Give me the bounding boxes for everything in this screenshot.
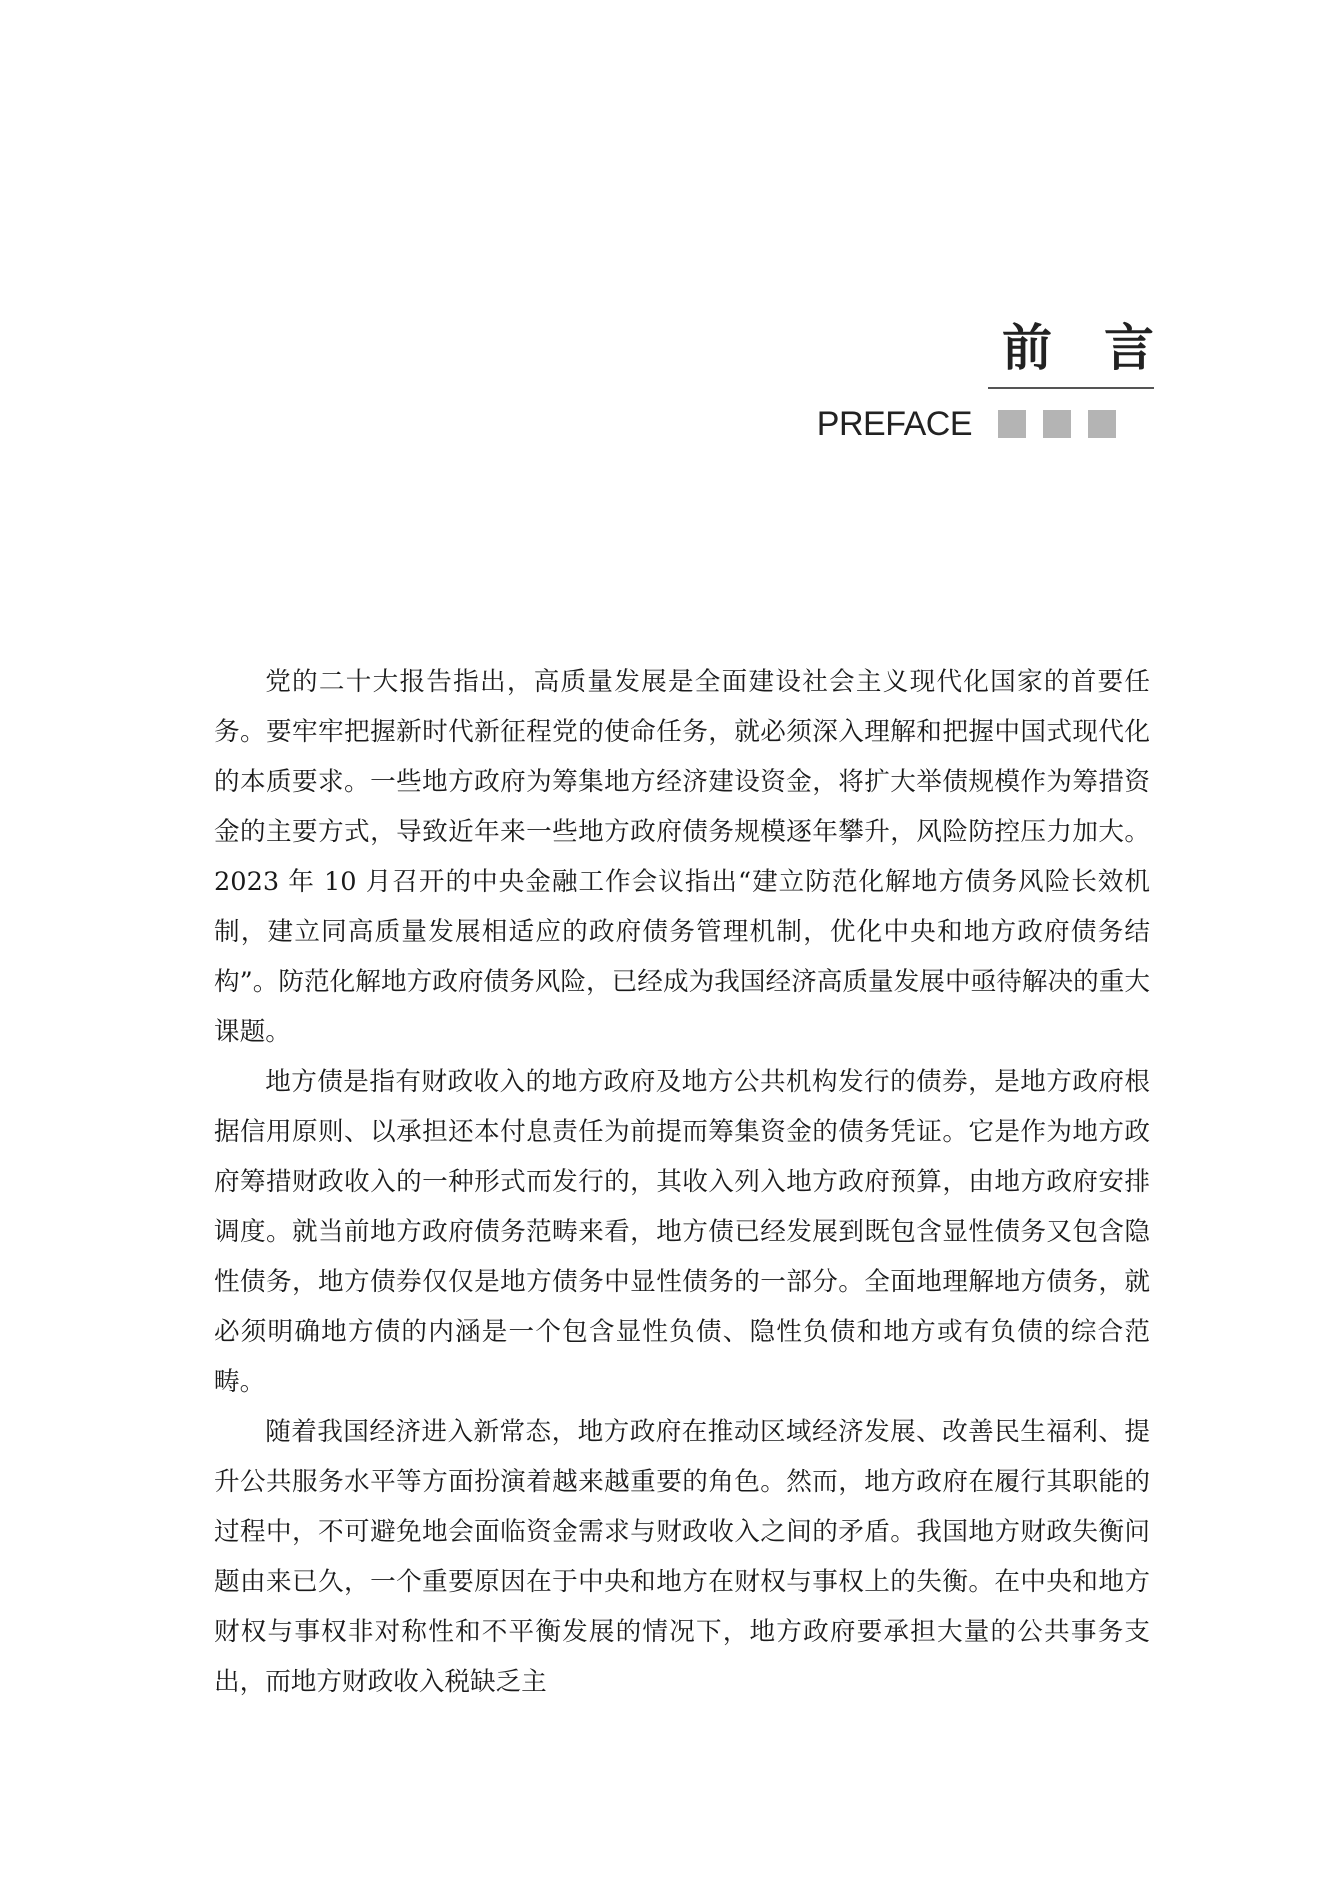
paragraph: 党的二十大报告指出，高质量发展是全面建设社会主义现代化国家的首要任务。要牢牢把握新时代新征程党的使命任务，就必须深入理解和把握中国式现代化的本质要求。一些地方政府为筹集地方经济建设资金，将扩大举债规模作为筹措资金的主要方式，导致近年来一些地方政府债务规模逐年攀升，风险防控压力加大。2023 年 10 月召开的中央金融工作会议指出“建立防范化解地方债务风险长效机制，建立同高质量发展相适应的政府债务管理机制，优化中央和地方政府债务结构”。防范化解地方政府债务风险，已经成为我国经济高质量发展中亟待解决的重大课题。 xyxy=(214,667,1150,1047)
decorative-square-icon xyxy=(998,410,1026,438)
decorative-square-icon xyxy=(1088,410,1116,438)
page-title: 前言 xyxy=(1002,319,1206,377)
paragraph: 随着我国经济进入新常态，地方政府在推动区域经济发展、改善民生福利、提升公共服务水平等方面扮演着越来越重要的角色。然而，地方政府在履行其职能的过程中，不可避免地会面临资金需求与财政收入之间的矛盾。我国地方财政失衡问题由来已久，一个重要原因在于中央和地方在财权与事权上的失衡。在中央和地方财权与事权非对称性和不平衡发展的情况下，地方政府要承担大量的公共事务支出，而地方财政收入税缺乏主 xyxy=(214,1417,1150,1697)
page-subtitle: PREFACE xyxy=(816,405,972,443)
decorative-square-icon xyxy=(1043,410,1071,438)
title-underline xyxy=(988,387,1154,389)
body-text xyxy=(214,657,1150,1707)
subtitle-row xyxy=(817,404,1116,444)
paragraph: 地方债是指有财政收入的地方政府及地方公共机构发行的债券，是地方政府根据信用原则、以承担还本付息责任为前提而筹集资金的债务凭证。它是作为地方政府筹措财政收入的一种形式而发行的，其收入列入地方政府预算，由地方政府安排调度。就当前地方政府债务范畴来看，地方债已经发展到既包含显性债务又包含隐性债务，地方债券仅仅是地方债务中显性债务的一部分。全面地理解地方债务，就必须明确地方债的内涵是一个包含显性负债、隐性负债和地方或有负债的综合范畴。 xyxy=(214,1067,1150,1397)
